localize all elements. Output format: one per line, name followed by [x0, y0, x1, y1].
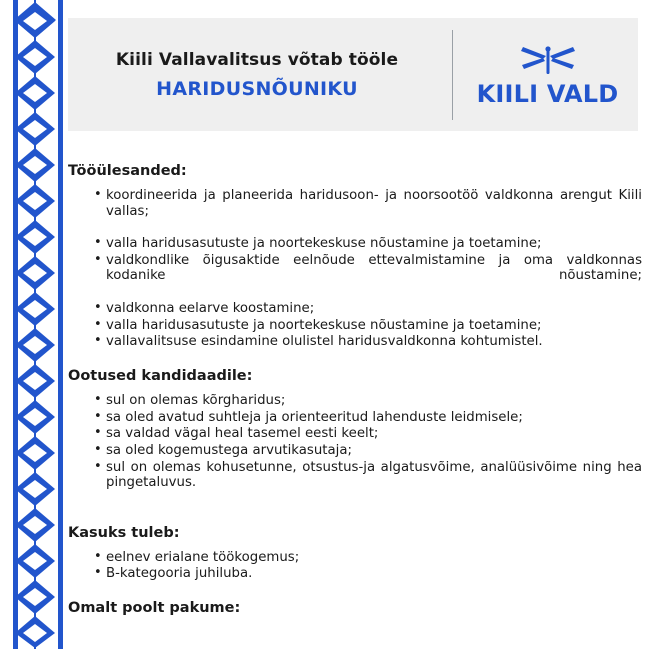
document-body [68, 163, 642, 634]
bullet-list [68, 188, 642, 350]
section-heading: Tööülesanded: [68, 163, 187, 179]
section-heading: Kasuks tuleb: [68, 524, 180, 541]
list-item: • B-kategooria juhiluba. [94, 566, 642, 582]
list-item: • sa valdad vägal heal tasemel eesti keelt; [94, 426, 642, 442]
section-heading: Omalt poolt pakume: [68, 600, 241, 617]
decorative-left-border [12, 0, 64, 649]
logo-text: KIILI VALD [476, 79, 619, 108]
section-tooulesanded [68, 163, 642, 350]
list-item: • valdkonna eelarve koostamine; [94, 301, 642, 317]
page-title: Kiili Vallavalitsus võtab tööle [115, 49, 399, 70]
list-item: • sul on olemas kõrgharidus; [94, 393, 642, 409]
list-item: • sul on olemas kohusetunne, otsustus-ja algatusvõime, analüüsivõime ning hea pingetaluvus. [94, 460, 642, 507]
dragonfly-icon [519, 44, 577, 80]
list-item: • sa oled avatud suhtleja ja orienteeritud lahenduste leidmisele; [94, 410, 642, 426]
list-item: • valdkondlike õigusaktide eelnõude ettevalmistamine ja oma valdkonnas kodanike nõustamine; [94, 253, 642, 300]
header-band [68, 18, 638, 131]
list-item: • vallavalitsuse esindamine olulistel haridusvaldkonna kohtumistel. [94, 334, 642, 350]
list-item: • valla haridusasutuste ja noortekeskuse nõustamine ja toetamine; [94, 318, 642, 334]
bullet-list [68, 393, 642, 507]
list-item: • koordineerida ja planeerida haridusoon- ja noorsootöö valdkonna arengut Kiili vallas; [94, 188, 642, 235]
section-omalt-poolt-pakume [68, 600, 642, 616]
section-heading: Ootused kandidaadile: [68, 367, 253, 384]
job-title: HARIDUSNÕUNIKU [156, 78, 358, 101]
section-kasuks-tuleb [68, 525, 642, 582]
list-item: • sa oled kogemustega arvutikasutaja; [94, 443, 642, 459]
list-item: • eelnev erialane töökogemus; [94, 550, 642, 566]
section-ootused-kandidaadile [68, 368, 642, 507]
logo [453, 44, 638, 106]
bullet-list [68, 550, 642, 582]
list-item: • valla haridusasutuste ja noortekeskuse nõustamine ja toetamine; [94, 236, 642, 252]
header-title-block [68, 49, 452, 100]
